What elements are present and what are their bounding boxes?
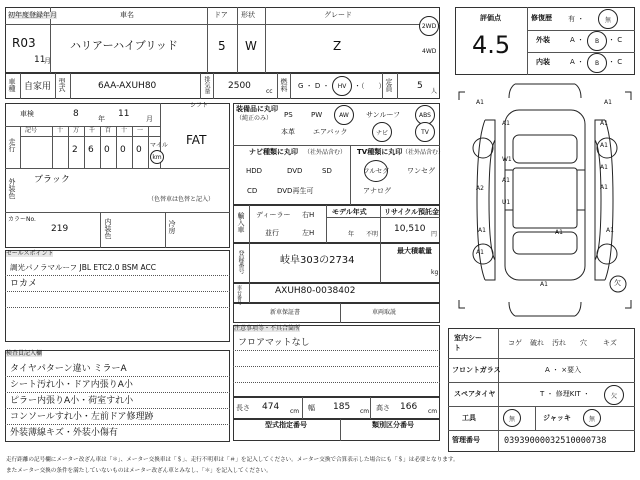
inspector-line-5: 外装薄線キズ・外装小傷有 — [10, 428, 118, 438]
drive-2wd-circled: 2WD — [419, 16, 439, 36]
damage-mark-10: A1 — [600, 142, 608, 149]
drive-4wd: 4WD — [422, 48, 437, 55]
capacity-label: 定員 — [385, 78, 393, 92]
inspection-year-unit: 年 — [98, 115, 105, 123]
tv-fullseg: フルセグ — [363, 167, 389, 175]
inspector-line-2: シート汚れ小・ドア内張りA小 — [10, 380, 133, 390]
mileage-digit-2: 2 — [72, 145, 78, 155]
length-label: 長さ — [236, 404, 250, 412]
fuel-options: G ・ D ・ — [298, 82, 330, 90]
jack-label: ジャッキ — [543, 414, 571, 422]
exterior-label: 外装色 — [8, 178, 16, 199]
max-load-label: 最大積載量 — [397, 247, 432, 255]
width-value: 185 — [333, 402, 351, 412]
sales-point-line1: 調光パノラマルーフ JBL ETC2.0 BSM ACC — [10, 263, 156, 272]
score-label: 評価点 — [480, 14, 501, 22]
reg-month-unit: 月 — [44, 57, 51, 65]
navi-dvd: DVD — [287, 167, 303, 175]
damage-mark-16: A1 — [476, 249, 484, 256]
damage-mark-12: A1 — [600, 184, 608, 191]
car-name-label: 車名 — [120, 11, 134, 19]
person-unit: 人 — [431, 88, 438, 95]
shift-label: シフト — [190, 102, 209, 109]
import-label: 輸入車 — [237, 212, 245, 233]
equip-aw-circled: AW — [334, 105, 354, 125]
type-designation-label: 型式指定番号 — [265, 421, 307, 429]
seat-tear: 破れ — [530, 339, 544, 347]
exterior-grade-c: ・ C — [608, 36, 623, 44]
equip-leather: 本革 — [281, 128, 295, 136]
management-number-value: 03939000032510000738 — [504, 436, 607, 446]
damage-mark-14: A1 — [540, 281, 548, 288]
body-shape: W — [245, 39, 257, 53]
damage-mark-4: A1 — [502, 177, 510, 184]
interior-grade-a: A ・ — [570, 58, 585, 66]
inspector-line-1: タイヤパターン違い ミラーA — [10, 364, 127, 374]
grade-value: Z — [333, 39, 342, 53]
tools-none-circled: 無 — [503, 409, 521, 427]
interior-seat-label: 室内シート — [454, 334, 482, 352]
model-year-unknown: 不明 — [366, 231, 379, 238]
max-load-unit: kg — [431, 269, 439, 276]
windshield-value: A ・ ×要入 — [545, 366, 582, 374]
mile-unit: マイル — [150, 142, 168, 149]
equipment-label: 装備品に丸印 — [236, 105, 278, 113]
mileage-h5: 十 — [121, 127, 128, 134]
manual-label: 車両取説 — [372, 309, 397, 316]
grade-label: グレード — [324, 11, 352, 19]
mileage-digit-4: 0 — [104, 145, 110, 155]
damage-mark-1: A1 — [502, 120, 510, 127]
equip-sunroof: サンルーフ — [366, 111, 401, 119]
damage-mark-8: A1 — [606, 227, 614, 234]
cc-unit: cc — [266, 88, 273, 95]
damage-mark-9: A1 — [555, 229, 563, 236]
inspector-label: 検査員記入欄 — [6, 350, 43, 357]
shape-label: 形状 — [241, 11, 255, 19]
capacity-value: 5 — [417, 81, 423, 91]
mileage-digit-3: 6 — [88, 145, 94, 155]
mileage-digit-6: 0 — [136, 145, 142, 155]
navi-type-sub: （社外品含む） — [304, 149, 347, 156]
navi-type-label: ナビ種類に丸印 — [249, 148, 298, 156]
equip-navi-circled: ナビ — [372, 122, 392, 142]
mileage-h2: 万 — [73, 127, 80, 134]
tv-type-sub: （社外品含む） — [402, 149, 445, 156]
mileage-digit-5: 0 — [120, 145, 126, 155]
management-number-label: 管理番号 — [452, 436, 480, 444]
recycle-value: 10,510 — [394, 224, 426, 234]
exterior-note: （色替車は色替と記入） — [148, 196, 215, 203]
plate-label: 登録番号 — [237, 250, 244, 274]
displacement-value: 2500 — [228, 81, 251, 91]
model-year-label: モデル年式 — [332, 208, 367, 216]
import-right-hand: 右H — [302, 211, 315, 219]
color-no-value: 219 — [51, 224, 69, 234]
interior-color-label: 内装色 — [104, 218, 112, 239]
jack-none-circled: 無 — [583, 409, 601, 427]
recycle-label: リサイクル預託金 — [384, 208, 440, 216]
import-dealer: ディーラー — [256, 211, 291, 219]
mileage-h1: 十 — [57, 127, 64, 134]
damage-mark-6: U1 — [502, 199, 511, 206]
mileage-label: 走行 — [8, 138, 16, 152]
reg-month: 11 — [34, 55, 46, 65]
equipment-sub: （純正のみ） — [236, 115, 273, 122]
spare-tire-label: スペアタイヤ — [454, 390, 496, 398]
reg-date-label: 初年度登録年月 — [8, 11, 57, 19]
inspector-line-4: コンソールすれ小・左前ドア修理跡 — [10, 412, 154, 422]
shift-value: FAT — [186, 133, 207, 147]
exterior-grade-b-circled: B — [587, 31, 607, 51]
mileage-h3: 千 — [89, 127, 96, 134]
inspection-label: 車検 — [20, 110, 34, 118]
door-count: 5 — [218, 39, 226, 53]
interior-grade-b-circled: B — [587, 53, 607, 73]
exterior-color: ブラック — [34, 175, 70, 185]
height-label: 高さ — [376, 404, 390, 412]
equip-pw: PW — [311, 111, 323, 119]
color-no-label: カラーNo. — [8, 216, 36, 223]
exterior-grade-label: 外装 — [536, 36, 550, 44]
equip-ps: PS — [284, 111, 293, 119]
class-number-label: 類別区分番号 — [372, 421, 414, 429]
car-name: ハリアーハイブリッド — [70, 39, 178, 52]
length-value: 474 — [262, 402, 280, 412]
import-left-hand: 左H — [302, 229, 315, 237]
spare-missing-mark: 欠 — [614, 279, 621, 287]
windshield-label: フロントガラス — [452, 366, 501, 374]
door-label: ドア — [214, 11, 228, 19]
reg-era: R03 — [12, 36, 36, 50]
sales-point-label: セールスポイント — [6, 250, 54, 257]
aircon-label: 冷房 — [168, 220, 176, 234]
interior-grade-c: ・ C — [608, 58, 623, 66]
fuel-hv-circled: HV — [332, 76, 352, 96]
damage-mark-7: A1 — [478, 227, 486, 234]
tools-label: 工具 — [462, 414, 476, 422]
notes-label: 注意事項等・不具合箇所 — [234, 325, 301, 332]
length-unit: cm — [290, 408, 300, 415]
vehicle-type-label: 車種 — [8, 78, 16, 92]
warranty-label: 新車保証書 — [270, 309, 301, 316]
model-label: 型式 — [58, 78, 66, 92]
plate-value: 岐阜303の2734 — [280, 255, 355, 266]
inspector-line-3: ピラー内張りA小・荷室すれ小 — [10, 396, 134, 406]
import-parallel: 並行 — [265, 229, 279, 237]
equip-airbag: エアバック — [313, 128, 348, 136]
repair-yes: 有 ・ — [568, 15, 585, 23]
navi-hdd: HDD — [246, 167, 263, 175]
seat-burn: コゲ — [508, 339, 522, 347]
navi-sd: SD — [322, 167, 332, 175]
notes-box — [233, 325, 440, 397]
recycle-yen: 円 — [431, 231, 438, 238]
tv-type-label: TV種類に丸印 — [357, 148, 403, 156]
seat-scratch: キズ — [603, 339, 617, 347]
score-value: 4.5 — [472, 31, 511, 59]
interior-grade-label: 内装 — [536, 58, 550, 66]
damage-mark-11: A1 — [600, 164, 608, 171]
inspection-month-unit: 月 — [146, 115, 153, 123]
damage-mark-15: A1 — [604, 99, 612, 106]
equip-abs-circled: ABS — [415, 105, 435, 125]
displacement-label: 排気量 — [203, 76, 210, 94]
sales-point-line2: ロカメ — [10, 279, 38, 289]
mileage-h6: 一 — [137, 127, 144, 134]
spare-tire-options: T ・ 修理KIT ・ — [540, 390, 590, 398]
km-unit-circled: km — [150, 150, 164, 164]
damage-mark-5: A2 — [476, 185, 484, 192]
repair-history-label: 修復歴 — [531, 14, 552, 22]
navi-cd: CD — [247, 187, 258, 195]
tv-analog: アナログ — [363, 187, 391, 195]
model-year-unit: 年 — [348, 231, 355, 238]
vehicle-use: 自家用 — [24, 82, 52, 92]
seat-stain: 汚れ — [552, 339, 566, 347]
exterior-grade-a: A ・ — [570, 36, 585, 44]
fuel-other: ・（ ） — [354, 82, 386, 90]
height-value: 166 — [400, 402, 418, 412]
width-unit: cm — [360, 408, 370, 415]
fuel-label: 燃料 — [280, 78, 288, 92]
width-label: 幅 — [308, 404, 315, 412]
navi-dvd-play: DVD再生可 — [277, 187, 314, 195]
damage-mark-13: A1 — [476, 99, 484, 106]
documents-box — [233, 303, 440, 323]
chassis-value: AXUH80-0038402 — [275, 286, 356, 296]
damage-mark-2: A1 — [600, 120, 608, 127]
spare-tire-missing-circled: 欠 — [604, 385, 624, 405]
equip-tv-circled: TV — [415, 122, 435, 142]
inspection-month: 11 — [118, 109, 130, 119]
footer-note-2: またメーター交換の条件を満たしていないものはメーター改ざん車とみなし、「＊」を記入してください。 — [6, 468, 272, 474]
inspection-year: 8 — [73, 109, 79, 119]
tv-oneseg: ワンセグ — [407, 167, 435, 175]
height-unit: cm — [428, 408, 438, 415]
repair-no-circled: 無 — [598, 9, 618, 29]
mileage-h0: 記号 — [25, 127, 38, 134]
model-code: 6AA-AXUH80 — [98, 81, 157, 91]
footer-note-1: 走行距離の記号欄にメーター改ざん車は「＊」、メーター交換車は「＄」、走行不明車は「＃」を記入してください。メーター交換で合算表示した場合にも「＄」は必要となります。 — [6, 457, 459, 463]
chassis-label: 車台番号 — [236, 285, 242, 305]
notes-text: フロアマットなし — [238, 338, 310, 348]
seat-hole: 穴 — [580, 339, 587, 347]
mileage-h4: 百 — [105, 127, 112, 134]
damage-mark-3: W1 — [502, 156, 512, 163]
